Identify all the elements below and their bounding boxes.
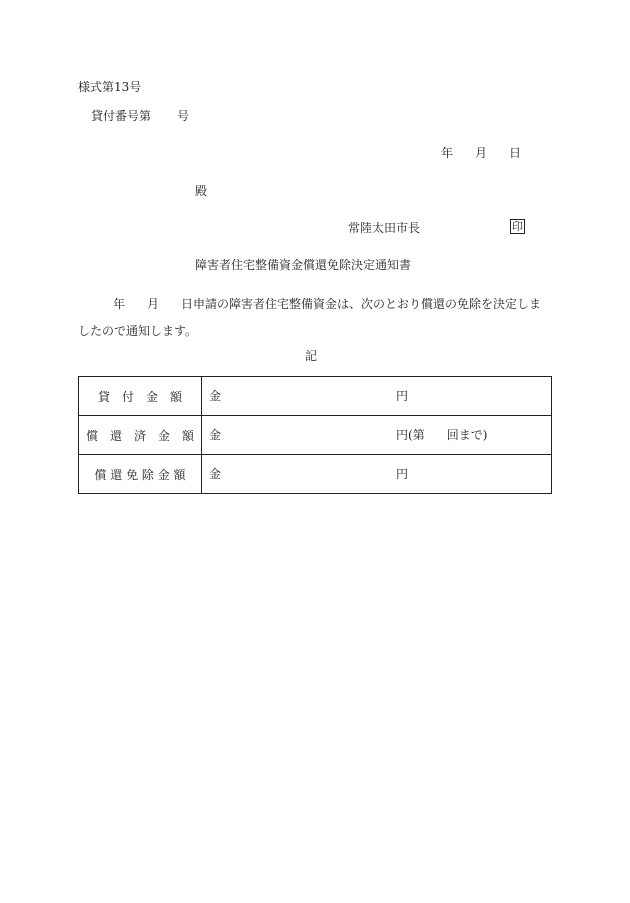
date-year-label: 年 — [441, 146, 454, 160]
currency-prefix: 金 — [209, 428, 222, 442]
yen-unit: 円 — [396, 428, 409, 442]
body-year-label: 年 — [113, 297, 126, 311]
date-month-label: 月 — [475, 146, 488, 160]
loan-amount-value — [202, 377, 552, 416]
date-day-label: 日 — [509, 146, 522, 160]
exempt-amount-label: 償 還 免 除 金 額 — [79, 455, 202, 494]
issuer-name: 常陸太田市長 — [348, 221, 421, 235]
currency-prefix: 金 — [209, 389, 222, 403]
yen-unit-with-installment — [396, 429, 487, 441]
body-text: 日申請の障害者住宅整備資金は、次のとおり償還の免除を決定しましたので通知します。 — [78, 297, 542, 338]
repaid-amount-value — [202, 416, 552, 455]
loan-amount-label: 貸 付 金 額 — [79, 377, 202, 416]
ki-heading: 記 — [305, 349, 318, 363]
yen-unit: 円 — [396, 467, 409, 481]
exempt-amount-value — [202, 455, 552, 494]
loan-number-suffix: 号 — [177, 109, 190, 123]
body-month-label: 月 — [147, 297, 160, 311]
table-row — [79, 455, 552, 494]
table-row — [79, 377, 552, 416]
installment-open: (第 — [408, 428, 425, 442]
body-paragraph — [78, 291, 552, 345]
seal-mark: 印 — [512, 220, 523, 233]
addressee-honorific: 殿 — [195, 184, 208, 198]
table-row — [79, 416, 552, 455]
loan-number-prefix: 貸付番号第 — [91, 109, 152, 123]
installment-close: 回まで) — [446, 428, 488, 442]
loan-number-line — [91, 110, 189, 122]
currency-prefix: 金 — [209, 467, 222, 481]
document-title: 障害者住宅整備資金償還免除決定通知書 — [195, 258, 412, 272]
form-number: 様式第13号 — [78, 80, 142, 94]
repaid-amount-label: 償 還 済 金 額 — [79, 416, 202, 455]
amounts-table — [78, 376, 552, 494]
date-line — [441, 147, 521, 159]
yen-unit: 円 — [396, 389, 409, 403]
